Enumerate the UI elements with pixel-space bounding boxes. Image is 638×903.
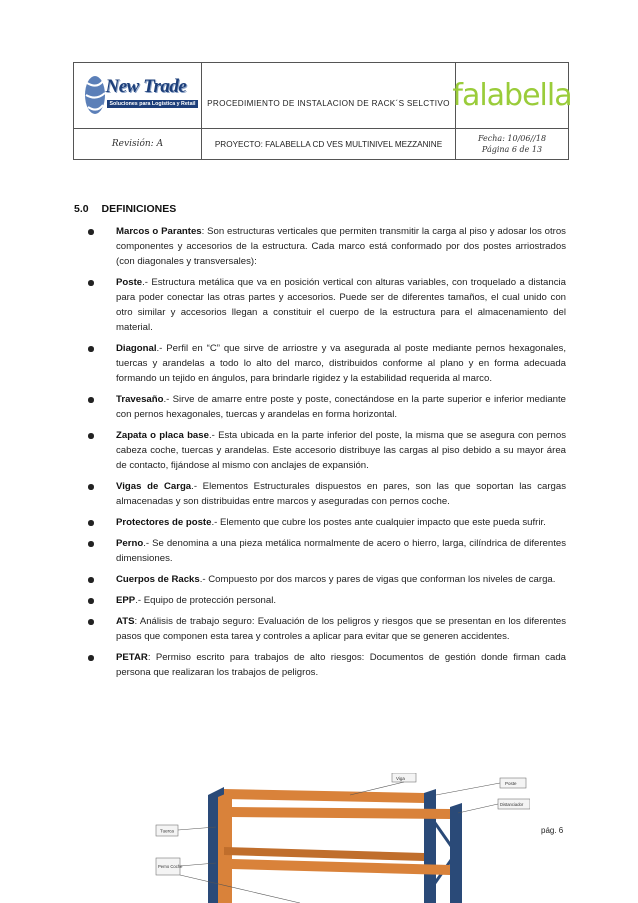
definition-item — [88, 536, 566, 566]
definition-item — [88, 614, 566, 644]
section-title: DEFINICIONES — [101, 203, 177, 215]
definition-item — [88, 428, 566, 473]
procedure-title-cell — [202, 63, 456, 128]
new-trade-logo-cell — [74, 63, 202, 128]
definition-item — [88, 341, 566, 386]
definition-term: Vigas de Carga — [116, 481, 192, 492]
revision-label: Revisión: A — [111, 139, 164, 149]
bullet-icon — [88, 577, 94, 583]
definition-text: : Análisis de trabajo seguro: Evaluación de los peligros y riesgos que se presentan en los diferentes pasos que componen esta tarea y controles a aplicar para evitar que se generen accidentes. — [116, 616, 566, 642]
bullet-icon — [88, 520, 94, 526]
definitions-list — [88, 224, 566, 686]
rack-beam-lower-back — [224, 847, 424, 861]
rack-beam-lower-front — [232, 859, 450, 875]
definition-text: .- Equipo de protección personal. — [135, 595, 276, 606]
new-trade-logo-name: New Trade — [105, 75, 187, 97]
definition-term: Travesaño — [116, 394, 164, 405]
bullet-icon — [88, 598, 94, 604]
rack-beam-top-back — [224, 789, 424, 803]
definition-item — [88, 275, 566, 335]
definition-item — [88, 479, 566, 509]
section-heading — [74, 203, 176, 215]
label-poste: Poste — [505, 781, 517, 786]
definition-text: .- Perfil en “C” que sirve de arriostre y va asegurada al poste mediante pernos hexagonales, tuercas y arandelas a todo lo alto del marco, distribuidos conforme al plano y en forma adecuada formando un tejido en ángulos, para brindarle rigidez y la estabilidad requerida al marco. — [116, 343, 566, 384]
definition-text: .- Sirve de amarre entre poste y poste, conectándose en la parte superior e inferior mediante con pernos hexagonales, tuercas y arandelas en forma horizontal. — [116, 394, 566, 420]
definition-term: EPP — [116, 595, 136, 606]
definition-term: Marcos o Parantes — [116, 226, 202, 237]
definition-item — [88, 515, 566, 530]
definition-text: .- Elementos Estructurales dispuestos en pares, son las que soportan las cargas almacenadas y son distribuidas entre marcos y aseguradas con pernos coche. — [116, 481, 566, 507]
page-of-label: Página 6 de 13 — [481, 145, 543, 154]
definition-text: .- Compuesto por dos marcos y pares de vigas que conforman los niveles de carga. — [199, 574, 556, 585]
revision-cell — [74, 129, 202, 159]
bullet-icon — [88, 346, 94, 352]
bullet-icon — [88, 619, 94, 625]
definition-item — [88, 392, 566, 422]
procedure-title: PROCEDIMIENTO DE INSTALACION DE RACK´S SELCTIVO — [207, 99, 450, 108]
bullet-icon — [88, 433, 94, 439]
definition-term: ATS — [116, 616, 135, 627]
header-row-top — [74, 63, 572, 129]
definition-text: .- Elemento que cubre los postes ante cualquier impacto que este pueda sufrir. — [211, 517, 546, 528]
bullet-icon — [88, 655, 94, 661]
leader-line — [180, 875, 300, 903]
definition-text: : Permiso escrito para trabajos de alto riesgos: Documentos de gestión donde firman cada persona que realizaran los trabajos de peligros. — [116, 652, 566, 678]
definition-text: : Son estructuras verticales que permiten transmitir la carga al piso y adosar los otros componentes y accesorios de la estructura. Cada marco está conformado por dos postes arriostrados (con diagonales y transversales): — [116, 226, 566, 267]
rack-post-left-front — [218, 791, 232, 903]
definition-item — [88, 572, 566, 587]
bullet-icon — [88, 229, 94, 235]
rack-diagram — [120, 773, 530, 903]
definition-term: Diagonal — [116, 343, 157, 354]
definition-term: Perno — [116, 538, 144, 549]
globe-icon — [83, 73, 107, 117]
falabella-logo: falabella — [452, 78, 572, 113]
definition-term: PETAR — [116, 652, 148, 663]
page-number: pág. 6 — [541, 826, 564, 835]
bullet-icon — [88, 280, 94, 286]
bullet-icon — [88, 484, 94, 490]
date-label: Fecha: 10/06//18 — [477, 134, 547, 143]
definition-item — [88, 224, 566, 269]
definition-term: Protectores de poste — [116, 517, 212, 528]
definition-text: .- Estructura metálica que va en posición vertical con alturas variables, con troquelado a distancia para poder conectar las otras partes y accesorios. Puede ser de diferentes tamaños, el cual unido con otro similar y accesorios llegan a constituir el cuerpo de la estructura para el almacenamiento del material. — [116, 277, 566, 333]
label-viga: Viga — [396, 776, 405, 781]
project-cell — [202, 129, 456, 159]
leader-line — [436, 783, 500, 795]
new-trade-logo — [79, 69, 197, 123]
rack-beam-top-front — [232, 807, 450, 819]
falabella-logo-cell — [452, 63, 572, 128]
definition-term: Zapata o placa base — [116, 430, 209, 441]
section-number: 5.0 — [74, 203, 89, 215]
bullet-icon — [88, 397, 94, 403]
label-perno-coche: Perno Coche — [158, 864, 183, 869]
leader-line — [458, 804, 498, 813]
definition-item — [88, 593, 566, 608]
definition-term: Poste — [116, 277, 143, 288]
document-header — [73, 62, 572, 160]
label-tuerca: Tuerca — [160, 828, 174, 834]
project-label: PROYECTO: FALABELLA CD VES MULTINIVEL MEZZANINE — [214, 139, 443, 149]
bullet-icon — [88, 541, 94, 547]
date-page-cell — [456, 129, 568, 159]
rack-illustration — [120, 773, 530, 903]
definition-text: .- Se denomina a una pieza metálica normalmente de acero o hierro, larga, cilíndrica de diferentes dimensiones. — [116, 538, 566, 564]
definition-item — [88, 650, 566, 680]
header-row-bottom — [74, 129, 568, 159]
label-distanciador: Distanciador — [500, 802, 524, 807]
definition-term: Cuerpos de Racks — [116, 574, 200, 585]
new-trade-logo-tagline: Soluciones para Logística y Retail — [107, 100, 199, 108]
definition-text: .- Esta ubicada en la parte inferior del poste, la misma que se asegura con pernos cabeza coche, tuercas y arandelas. Este accesorio distribuye las cargas al piso debido a su mayor área de contacto, fijándose al mismo con anclajes de expansión. — [116, 430, 566, 471]
